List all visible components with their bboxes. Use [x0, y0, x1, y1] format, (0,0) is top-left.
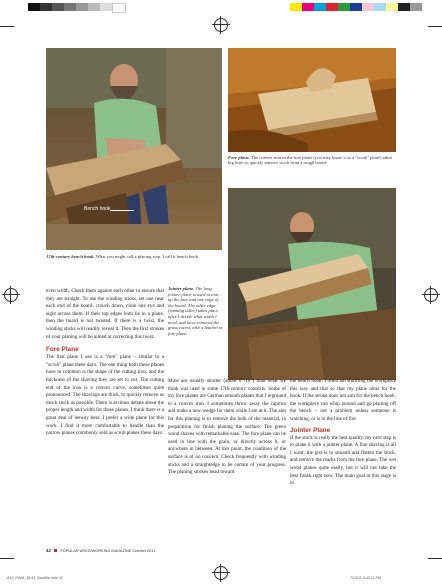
- heading-jointer-plane: Jointer Plane: [290, 426, 331, 434]
- issue-date: October 2011: [132, 549, 156, 553]
- registration-mark-left: [4, 288, 18, 302]
- column-left-intro: even width. Check them against each other to ensure that they are straight. To use the winding sticks, set one near each end of the board, crouch down, close one eye and sight across them. If their top edges both lie in a plane, then the board is not twisted. If there is a twist, the winding sticks will readily reveal it. Then the first strokes of your planing will be aimed at correcting this twist.: [46, 288, 164, 340]
- photo-jointer-plane: [228, 188, 396, 380]
- printer-color-bar-right: [290, 3, 422, 11]
- callout-jointer-title: Jointer plane.: [168, 286, 195, 291]
- page-number: 42: [46, 548, 51, 553]
- jointer-plane-text: If the stock is really the best quality, my next step is to plane it with a jointer plane. A fine shaving is all I want; the gist is to smooth and flatten the stock, and remove the marks from the fore plane. The wet wood planes quite easily, but it will not take the best finish right now. The main goal at this stage is to: [290, 434, 396, 487]
- jointer-plane-illustration: [228, 188, 396, 380]
- bench-hook-label: Bench hook: [84, 206, 111, 212]
- photo-fore-plane: [228, 48, 396, 152]
- caption-left-photo: [46, 254, 222, 259]
- slug-file: 1110_PWM_38-43_Backfile.indd 42: [6, 576, 63, 580]
- fore-plane-illustration: [228, 48, 396, 152]
- column-right: [290, 378, 396, 488]
- registration-mark-right: [424, 288, 438, 302]
- bench-hook-pointer: [110, 210, 134, 211]
- callout-jointer-text: The long jointer plane is used to true up the face and one edge of the board. The other edge (running taller) takes place after I decide what width I need, and have removed the gross excess with a hatchet or fore plane.: [168, 286, 224, 336]
- crop-mark: [428, 558, 442, 559]
- callout-jointer: [168, 286, 224, 336]
- caption-left-title: 17th-century bench hook.: [46, 254, 95, 259]
- crop-mark: [428, 26, 442, 27]
- column-middle-text: Mine are usually shorter (about 8"-10") than what we think was used in some 17th-century contexts. Some of my fore planes are German smooth planes that I reground to a convex iron. I sometimes throw away the capiron and make a new wedge for them while I am at it. The aim for this planing is to remove the bulk of the material, in preparation for finish planing the surface. The green wood shaves with remarkable ease. The fore plane can be used in line with the grain, or directly across it, or anywhere in between. At this point, the condition of the surface is of no concern. Check frequently with winding sticks and a straightedge to be certain of your progress. The planing strokes head toward: [168, 378, 286, 476]
- printer-color-bar-left: [28, 3, 126, 11]
- photo-bench-hook: [46, 48, 222, 250]
- registration-mark-bottom: [214, 566, 228, 580]
- caption-fore-plane: [228, 155, 396, 166]
- caption-fore-plane-title: Fore plane.: [228, 155, 250, 160]
- column-left: [46, 288, 164, 438]
- caption-left-text: What you might call a planing stop. I call it bench hook.: [95, 254, 200, 259]
- bench-hook-illustration: [46, 48, 222, 250]
- caption-fore-plane-text: The convex iron in the fore plane (you may know it as a "scrub" plane) takes big bites to quickly remove stock from a rough board.: [228, 155, 393, 166]
- crop-mark: [0, 26, 14, 27]
- folio: [46, 548, 155, 553]
- folio-square-icon: [54, 549, 57, 552]
- magazine-name: POPULAR WOODWORKING MAGAZINE: [60, 549, 132, 553]
- column-right-text: the bench hook. I often am shuffling the workpiece this way and that so that my plane aims for the hook. If the stroke does not aim for the bench hook, the workpiece can whip around and go planing off the bench – not a problem unless someone is watching, or is in the line of fire.: [290, 378, 396, 422]
- crop-mark: [0, 558, 14, 559]
- heading-fore-plane: Fore Plane: [46, 346, 79, 354]
- fore-plane-text: The first plane I use is a "fore" plane – similar to a "scrub" plane these days. The one thing both these planes have in common is the shape of the cutting iron, and the thickness of the shaving they are set to cut. The cutting end of the iron is a convex curve, sometimes quite pronounced. The shavings are thick, to quickly remove as much stock as possible. There is at times debate about the proper length and width for these planes. I think there is a great deal of leeway here. I prefer a wide plane for this work. I find it more comfortable to handle than the narrow planes commonly sold as scrub planes these days.: [46, 354, 164, 437]
- slug-timestamp: 7/13/11 3:40:11 PM: [350, 576, 381, 580]
- column-middle: [168, 378, 286, 477]
- registration-mark-top: [214, 18, 228, 32]
